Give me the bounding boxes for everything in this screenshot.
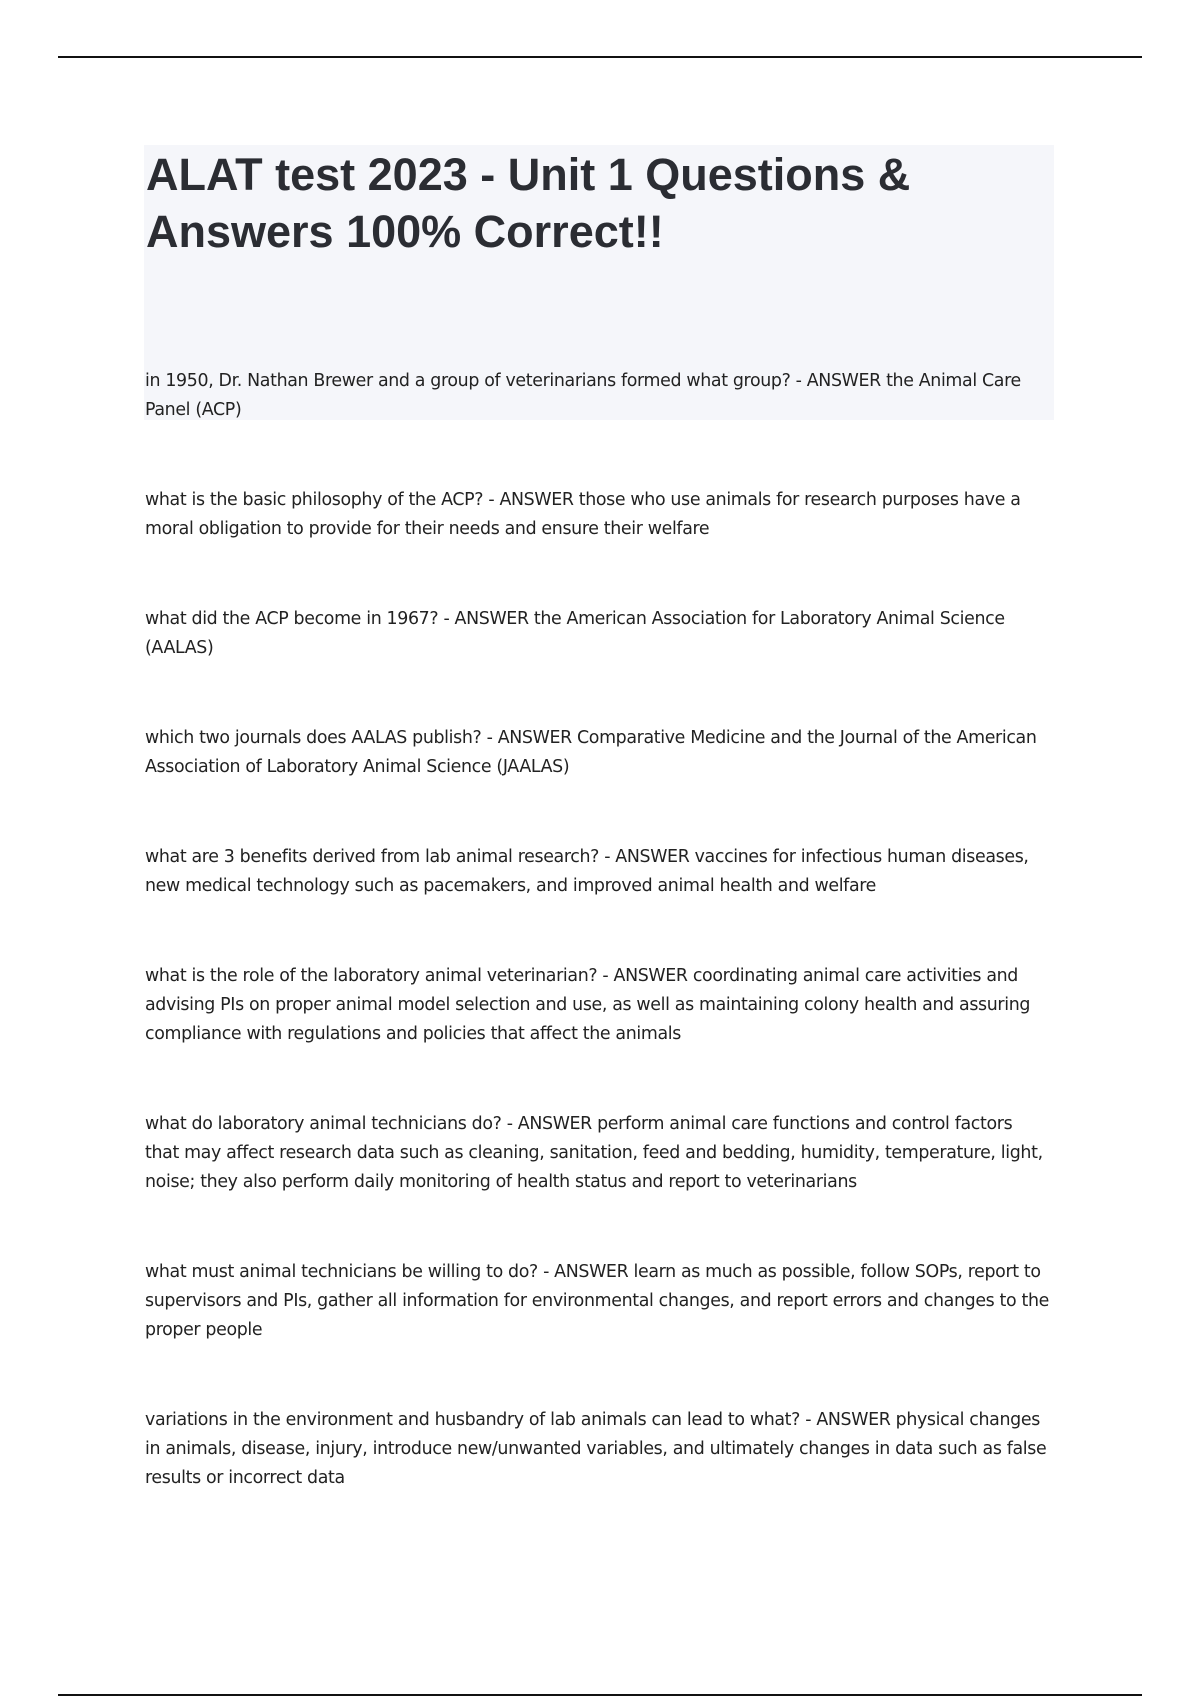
answer-separator: - ANSWER [800,1410,896,1430]
qa-item [145,1110,1050,1197]
question-text: what do laboratory animal technicians do? [145,1114,502,1134]
qa-item [145,724,1050,782]
page-title: ALAT test 2023 - Unit 1 Questions & Answers 100% Correct!! [146,149,911,257]
answer-separator: - ANSWER [481,728,577,748]
answer-separator: - ANSWER [483,490,579,510]
question-text: what did the ACP become in 1967? [145,609,439,629]
qa-item [145,1258,1050,1345]
answer-text: vaccines for infectious human diseases, new medical technology such as pacemakers, and improved animal health and welfare [145,847,1029,896]
qa-item [145,1406,1050,1493]
qa-item [145,843,1050,901]
qa-item [145,367,1050,425]
answer-text: Comparative Medicine and the Journal of the American Association of Laboratory Animal Science (JAALAS) [145,728,1037,777]
qa-item [145,486,1050,544]
answer-text: perform animal care functions and control factors that may affect research data such as cleaning, sanitation, feed and bedding, humidity, temperature, light, noise; they also perform daily monitoring of health status and report to veterinarians [145,1114,1043,1192]
question-text: in 1950, Dr. Nathan Brewer and a group of veterinarians formed what group? [145,371,791,391]
answer-text: those who use animals for research purposes have a moral obligation to provide for their needs and ensure their welfare [145,490,1021,539]
bottom-rule [58,1694,1142,1696]
answer-text: the Animal Care Panel (ACP) [145,371,1021,420]
qa-list [145,367,1050,1554]
answer-text: coordinating animal care activities and advising PIs on proper animal model selection and use, as well as maintaining colony health and assuring compliance with regulations and policies that affect the animals [145,966,1031,1044]
answer-text: physical changes in animals, disease, injury, introduce new/unwanted variables, and ultimately changes in data such as false results or incorrect data [145,1410,1047,1488]
question-text: variations in the environment and husbandry of lab animals can lead to what? [145,1410,801,1430]
top-rule [58,56,1142,58]
answer-separator: - ANSWER [438,609,534,629]
question-text: what is the role of the laboratory animal veterinarian? [145,966,598,986]
answer-separator: - ANSWER [537,1262,634,1282]
qa-item [145,605,1050,663]
question-text: what must animal technicians be willing to do? [145,1262,538,1282]
question-text: which two journals does AALAS publish? [145,728,482,748]
answer-separator: - ANSWER [599,847,695,867]
question-text: what are 3 benefits derived from lab animal research? [145,847,600,867]
answer-separator: - ANSWER [790,371,887,391]
qa-item [145,962,1050,1049]
answer-text: the American Association for Laboratory Animal Science (AALAS) [145,609,1005,658]
answer-text: learn as much as possible, follow SOPs, report to supervisors and PIs, gather all information for environmental changes, and report errors and changes to the proper people [145,1262,1049,1340]
question-text: what is the basic philosophy of the ACP? [145,490,484,510]
answer-separator: - ANSWER [597,966,693,986]
answer-separator: - ANSWER [501,1114,598,1134]
